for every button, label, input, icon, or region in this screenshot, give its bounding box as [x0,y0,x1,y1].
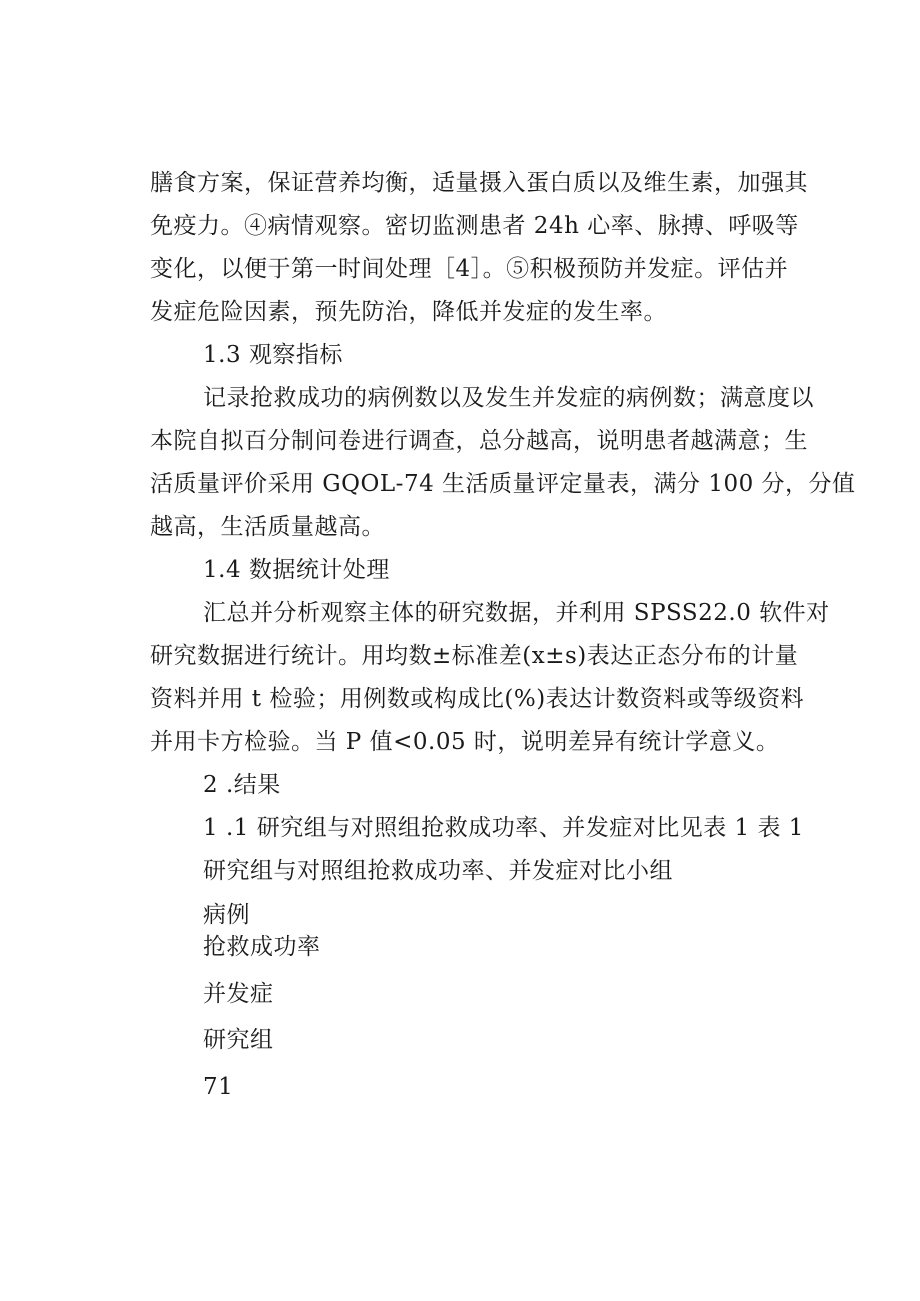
paragraph-line: 发症危险因素，预先防治，降低并发症的发生率。 [150,299,667,325]
table-row-label: 研究组 [203,1027,274,1053]
paragraph-line: 1 .1 研究组与对照组抢救成功率、并发症对比见表 1 表 1 [203,815,804,841]
paragraph-line: 并用卡方检验。当 P 值<0.05 时，说明差异有统计学意义。 [150,729,780,755]
paragraph-line: 越高，生活质量越高。 [150,514,385,540]
table-header-cell: 病例 [203,902,250,928]
table-caption: 研究组与对照组抢救成功率、并发症对比小组 [203,858,673,884]
table-header-cell: 抢救成功率 [203,934,321,960]
table-cell-value: 71 [203,1074,234,1100]
paragraph-line: 免疫力。④病情观察。密切监测患者 24h 心率、脉搏、呼吸等 [150,213,799,239]
paragraph-line: 汇总并分析观察主体的研究数据，并利用 SPSS22.0 软件对 [203,600,830,626]
paragraph-line: 活质量评价采用 GQOL-74 生活质量评定量表，满分 100 分，分值 [150,471,856,497]
paragraph-line: 变化，以便于第一时间处理［4］。⑤积极预防并发症。评估并 [150,256,789,282]
paragraph-line: 膳食方案，保证营养均衡，适量摄入蛋白质以及维生素，加强其 [150,170,808,196]
paragraph-line: 资料并用 t 检验；用例数或构成比(%)表达计数资料或等级资料 [150,686,805,712]
section-heading: 1.3 观察指标 [203,342,343,368]
section-heading: 1.4 数据统计处理 [203,557,390,583]
paragraph-line: 记录抢救成功的病例数以及发生并发症的病例数；满意度以 [203,385,814,411]
section-heading: 2 .结果 [203,772,281,798]
paragraph-line: 本院自拟百分制问卷进行调查，总分越高，说明患者越满意；生 [150,428,808,454]
paragraph-line: 研究数据进行统计。用均数±标准差(x±s)表达正态分布的计量 [150,643,799,669]
table-header-cell: 并发症 [203,981,274,1007]
